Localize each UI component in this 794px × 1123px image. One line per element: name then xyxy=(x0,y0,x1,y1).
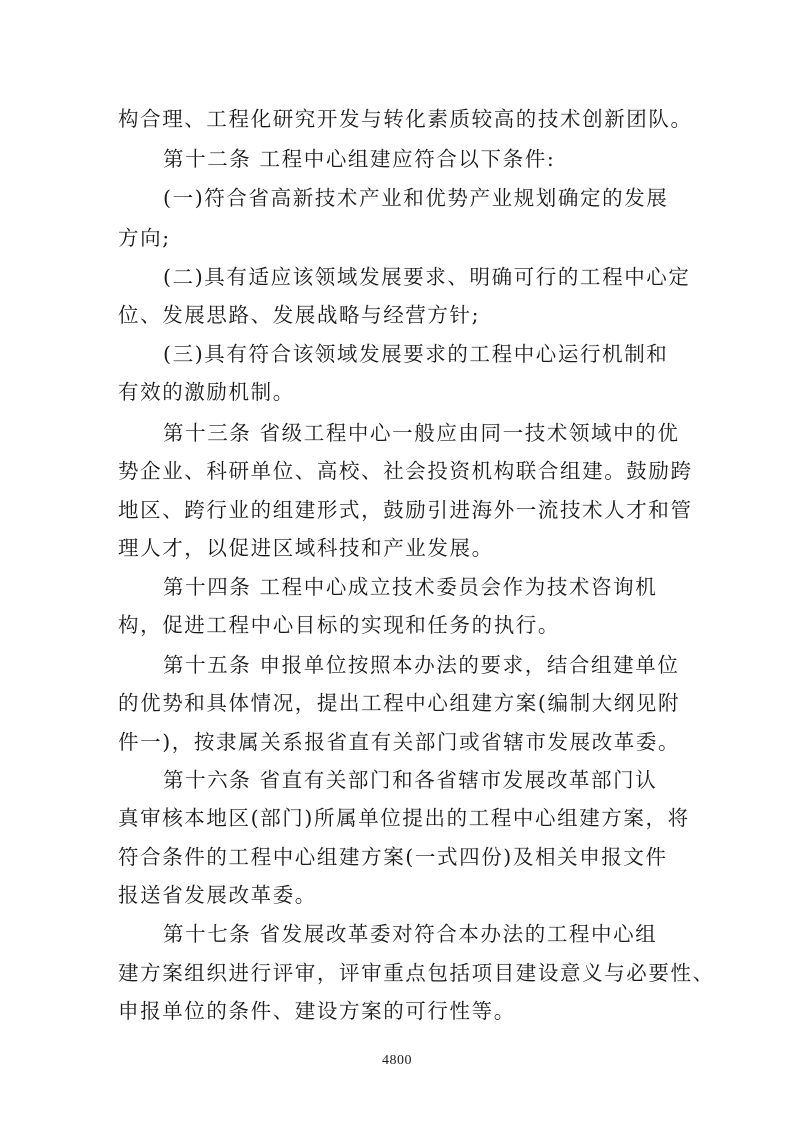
text-line: 位、发展思路、发展战略与经营方针; xyxy=(118,303,481,327)
text-line: 第十二条 工程中心组建应符合以下条件: xyxy=(163,147,556,171)
text-line: 建方案组织进行评审，评审重点包括项目建设意义与必要性、 xyxy=(118,961,715,985)
text-line: 报送省发展改革委。 xyxy=(118,883,317,907)
text-line: 第十七条 省发展改革委对符合本办法的工程中心组 xyxy=(163,922,658,946)
text-line: 第十六条 省直有关部门和各省辖市发展改革部门认 xyxy=(163,768,658,792)
text-line: 的优势和具体情况，提出工程中心组建方案(编制大纲见附 xyxy=(118,691,681,715)
text-line: 申报单位的条件、建设方案的可行性等。 xyxy=(118,999,516,1023)
text-line: 势企业、科研单位、高校、社会投资机构联合组建。鼓励跨 xyxy=(118,459,693,483)
text-line: 构合理、工程化研究开发与转化素质较高的技术创新团队。 xyxy=(118,107,693,131)
text-line: 方向; xyxy=(118,226,171,250)
text-line: 件一)，按隶属关系报省直有关部门或省辖市发展改革委。 xyxy=(118,730,681,754)
text-line: 真审核本地区(部门)所属单位提出的工程中心组建方案，将 xyxy=(118,806,690,830)
text-line: (二)具有适应该领域发展要求、明确可行的工程中心定 xyxy=(163,265,691,289)
page-number: 4800 xyxy=(382,1053,412,1068)
text-line: (三)具有符合该领域发展要求的工程中心运行机制和 xyxy=(163,342,669,366)
text-line: 第十三条 省级工程中心一般应由同一技术领域中的优 xyxy=(163,421,680,445)
text-line: 有效的激励机制。 xyxy=(118,380,295,404)
text-line: 理人才，以促进区域科技和产业发展。 xyxy=(118,536,494,560)
text-line: 符合条件的工程中心组建方案(一式四份)及相关申报文件 xyxy=(118,845,668,869)
text-line: 第十五条 申报单位按照本办法的要求，结合组建单位 xyxy=(163,653,680,677)
text-line: 构，促进工程中心目标的实现和任务的执行。 xyxy=(118,613,560,637)
text-line: 地区、跨行业的组建形式，鼓励引进海外一流技术人才和管 xyxy=(118,498,693,522)
text-line: (一)符合省高新技术产业和优势产业规划确定的发展 xyxy=(163,186,669,210)
text-line: 第十四条 工程中心成立技术委员会作为技术咨询机 xyxy=(163,575,658,599)
